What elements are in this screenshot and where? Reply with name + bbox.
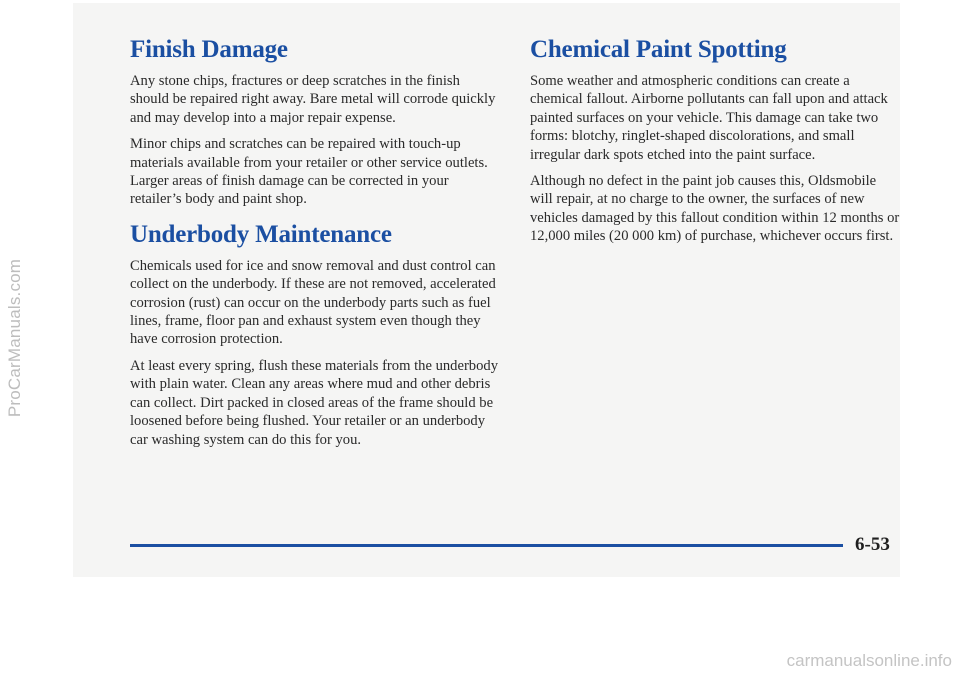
finish-damage-paragraph-2: Minor chips and scratches can be repaired with touch-up materials available from your retailer or other service outlets. Larger areas of finish damage can be corrected in your retailer’s body and paint shop. xyxy=(130,136,488,208)
finish-damage-paragraph-1: Any stone chips, fractures or deep scratches in the finish should be repaired right away. Bare metal will corrode quickly and may develop into a major repair expense. xyxy=(130,73,496,126)
page-number: 6-53 xyxy=(855,534,890,555)
bottom-watermark: carmanualsonline.info xyxy=(786,651,952,670)
heading-underbody-maintenance: Underbody Maintenance xyxy=(130,220,392,248)
heading-finish-damage: Finish Damage xyxy=(130,36,288,63)
side-watermark-text: ProCarManuals.com xyxy=(5,258,24,417)
left-column xyxy=(130,36,502,449)
heading-chemical-paint-spotting: Chemical Paint Spotting xyxy=(530,36,787,63)
right-column xyxy=(530,36,902,246)
chemical-paragraph-2: Although no defect in the paint job causes this, Oldsmobile will repair, at no charge to the owner, the surfaces of new vehicles damaged by this fallout condition within 12 months or 12,000 miles (20 000 km) of purchase, whichever occurs first. xyxy=(530,173,900,245)
underbody-paragraph-1: Chemicals used for ice and snow removal and dust control can collect on the underbody. If these are not removed, accelerated corrosion (rust) can occur on the underbody parts such as fuel lines, frame, floor pan and exhaust system even though they have corrosion protection. xyxy=(130,257,496,348)
chemical-paragraph-1: Some weather and atmospheric conditions can create a chemical fallout. Airborne pollutants can fall upon and attack painted surfaces on your vehicle. This damage can take two forms: blotchy, ringlet-shaped discolorations, and small irregular dark spots etched into the paint surface. xyxy=(530,73,888,163)
side-watermark xyxy=(2,0,28,675)
footer-rule xyxy=(130,544,843,547)
underbody-paragraph-2: At least every spring, flush these materials from the underbody with plain water. Clean any areas where mud and other debris can collect. Dirt packed in closed areas of the frame should be loosened before being flushed. Your retailer or an underbody car washing system can do this for you. xyxy=(130,357,498,448)
